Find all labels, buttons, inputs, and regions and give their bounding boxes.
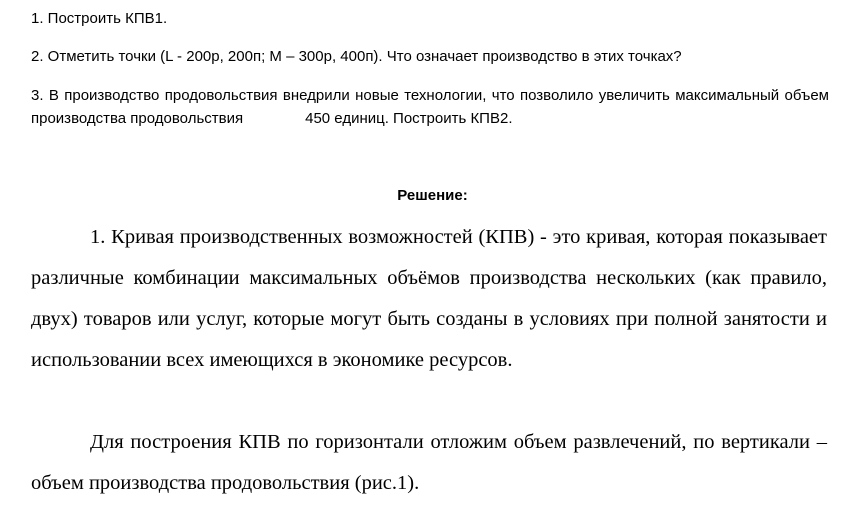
task-3 [31, 84, 829, 130]
task-3-text-after: 450 единиц. Построить КПВ2. [305, 110, 513, 127]
task-1: 1. Построить КПВ1. [31, 10, 168, 27]
solution-paragraph-2: Для построения КПВ по горизонтали отложим объем развлечений, по вертикали – объем производства продовольствия (рис.1). [31, 431, 827, 494]
task-2: 2. Отметить точки (L - 200р, 200п; M – 300р, 400п). Что означает производство в этих точках? [31, 48, 682, 65]
solution-paragraph-1: 1. Кривая производственных возможностей (КПВ) - это кривая, которая показывает различные комбинации максимальных объёмов производства нескольких (как правило, двух) товаров или услуг, которые могут быть созданы в условиях при полной занятости и использовании всех имеющихся в экономике ресурсов. [31, 226, 827, 371]
solution-heading: Решение: [397, 187, 468, 204]
task-3-text-before: 3. В производство продовольствия внедрили новые технологии, что позволило увеличить максимальный объем производства продовольствия [31, 87, 829, 127]
